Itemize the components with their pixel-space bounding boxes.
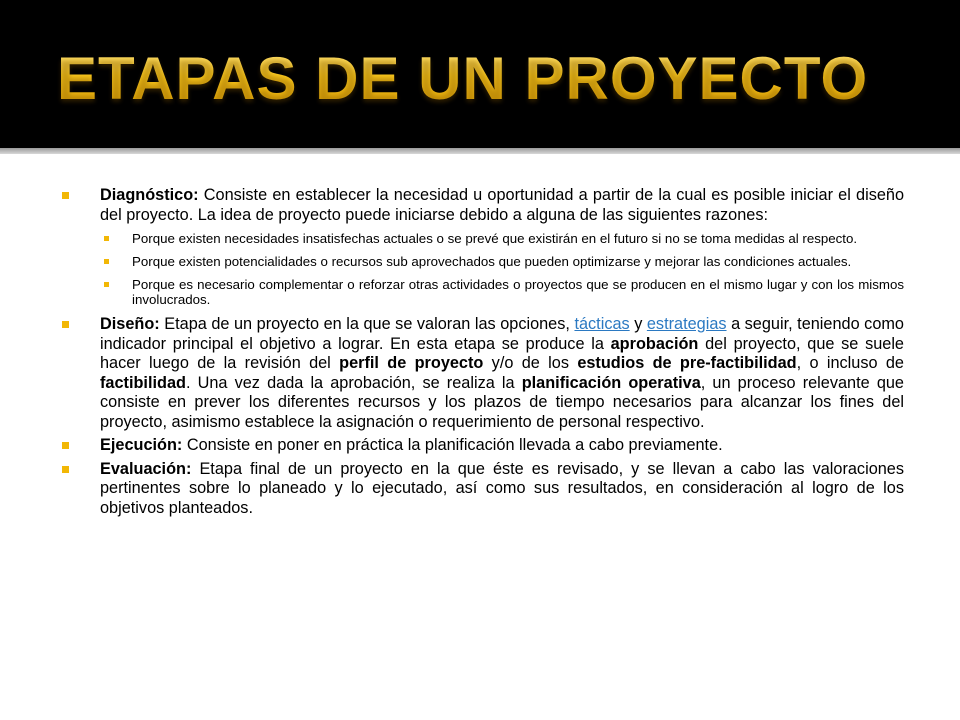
bullet-item-ejecucion: [62, 436, 904, 456]
square-bullet-icon: [62, 192, 69, 199]
item-text: Etapa final de un proyecto en la que éste es revisado, y se llevan a cabo las valoraciones pertinentes sobre lo planeado y lo ejecutado, así como sus resultados, en consideración al logro de los objetivos planteados.: [100, 459, 904, 517]
link-estrategias[interactable]: estrategias: [646, 315, 727, 334]
term-diseno: Diseño:: [100, 315, 160, 334]
sub-bullet-item: [62, 231, 904, 247]
bold-term: perfil de proyecto: [339, 354, 484, 373]
square-bullet-icon: [62, 321, 69, 328]
item-text: , o incluso de: [796, 354, 904, 373]
square-bullet-icon: [104, 259, 109, 264]
sub-item-text: Porque existen potencialidades o recursos sub aprovechados que pueden optimizarse y mejorar las condiciones actuales.: [132, 253, 852, 269]
sub-bullet-list: [62, 231, 904, 308]
bold-term: estudios de pre-factibilidad: [577, 354, 797, 373]
term-evaluacion: Evaluación:: [100, 459, 192, 478]
sub-bullet-item: [62, 277, 904, 309]
sub-item-text: Porque existen necesidades insatisfechas actuales o se prevé que existirán en el futuro si no se toma medidas al respecto.: [132, 231, 858, 246]
square-bullet-icon: [62, 442, 69, 449]
bullet-item-evaluacion: [62, 460, 904, 519]
bold-term: planificación operativa: [521, 373, 701, 392]
square-bullet-icon: [104, 236, 109, 241]
sub-item-text: Porque es necesario complementar o reforzar otras actividades o proyectos que se producen en el mismo lugar y con los mismos involucrados.: [132, 276, 904, 308]
item-text: . Una vez dada la aprobación, se realiza la: [185, 373, 522, 392]
item-text: , un proceso relevante que consiste en prever los diferentes recursos y los plazos de tiempo necesarios para alcanzar los fines del proyecto, asimismo establece la asignación o requerimiento de personal respectivo.: [100, 373, 904, 431]
square-bullet-icon: [62, 466, 69, 473]
sub-bullet-item: [62, 254, 904, 270]
item-text: y/o de los: [483, 354, 578, 373]
term-diagnostico: Diagnóstico:: [100, 186, 199, 204]
square-bullet-icon: [104, 282, 109, 287]
item-text: Etapa de un proyecto en la que se valoran las opciones,: [159, 315, 575, 334]
bold-term: factibilidad: [100, 373, 186, 392]
title-divider: [0, 148, 960, 154]
slide-content: [62, 186, 904, 522]
slide-title: ETAPAS DE UN PROYECTO: [57, 45, 869, 112]
bold-term: aprobación: [610, 334, 699, 353]
item-text: y: [629, 315, 647, 334]
item-text: Consiste en poner en práctica la planificación llevada a cabo previamente.: [182, 436, 723, 455]
item-text: del proyecto, que se suele hacer luego de la revisión del: [100, 334, 904, 373]
item-text: a seguir, teniendo como indicador principal el objetivo a lograr. En esta etapa se produce la: [100, 315, 904, 353]
bullet-item-diseno: [62, 315, 904, 432]
term-ejecucion: Ejecución:: [100, 436, 183, 455]
item-text: Consiste en establecer la necesidad u oportunidad a partir de la cual es posible iniciar el diseño del proyecto. La idea de proyecto puede iniciarse debido a alguna de las siguientes razones:: [100, 186, 904, 224]
link-tacticas[interactable]: tácticas: [574, 315, 630, 334]
bullet-item-diagnostico: [62, 186, 904, 225]
